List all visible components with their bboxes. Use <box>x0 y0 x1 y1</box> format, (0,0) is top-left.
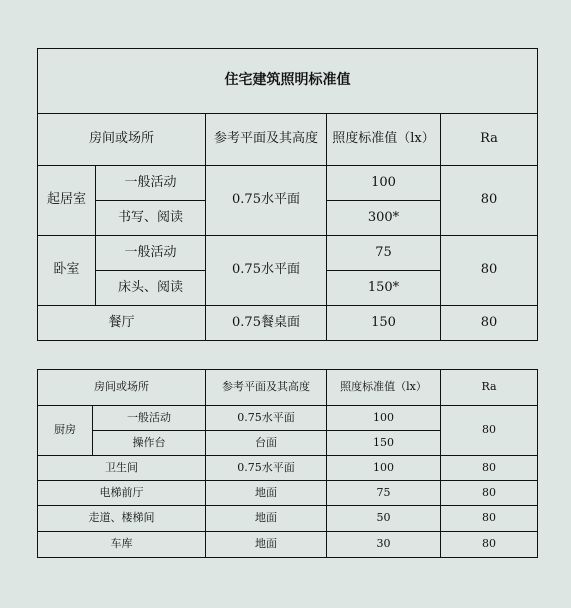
ra-cell: 80 <box>441 406 538 456</box>
plane-cell: 0.75餐桌面 <box>206 306 327 341</box>
residential-lighting-table <box>37 48 538 341</box>
header-plane: 参考平面及其高度 <box>206 370 327 406</box>
plane-cell: 地面 <box>206 481 327 506</box>
ra-cell: 80 <box>441 306 538 341</box>
header-lux: 照度标准值（lx） <box>327 114 441 166</box>
header-room: 房间或场所 <box>38 370 206 406</box>
plane-cell: 0.75水平面 <box>206 456 327 481</box>
lux-cell: 50 <box>327 506 441 532</box>
lux-cell: 100 <box>327 456 441 481</box>
header-lux: 照度标准值（lx） <box>327 370 441 406</box>
ra-cell: 80 <box>441 532 538 558</box>
room-cell: 餐厅 <box>38 306 206 341</box>
lux-cell: 100 <box>327 166 441 201</box>
table-title: 住宅建筑照明标准值 <box>38 49 538 114</box>
room-cell: 卫生间 <box>38 456 206 481</box>
plane-cell: 台面 <box>206 431 327 456</box>
ra-cell: 80 <box>441 236 538 306</box>
activity-cell: 一般活动 <box>96 236 206 271</box>
header-room: 房间或场所 <box>38 114 206 166</box>
room-cell: 厨房 <box>38 406 93 456</box>
lux-cell: 150* <box>327 271 441 306</box>
room-cell: 走道、楼梯间 <box>38 506 206 532</box>
plane-cell: 0.75水平面 <box>206 236 327 306</box>
lux-cell: 300* <box>327 201 441 236</box>
room-cell: 起居室 <box>38 166 96 236</box>
plane-cell: 地面 <box>206 532 327 558</box>
lux-cell: 150 <box>327 306 441 341</box>
public-area-lighting-table <box>37 369 538 558</box>
lux-cell: 75 <box>327 236 441 271</box>
room-cell: 电梯前厅 <box>38 481 206 506</box>
lux-cell: 100 <box>327 406 441 431</box>
header-plane: 参考平面及其高度 <box>206 114 327 166</box>
lux-cell: 30 <box>327 532 441 558</box>
lux-cell: 150 <box>327 431 441 456</box>
plane-cell: 地面 <box>206 506 327 532</box>
activity-cell: 床头、阅读 <box>96 271 206 306</box>
activity-cell: 操作台 <box>93 431 206 456</box>
ra-cell: 80 <box>441 166 538 236</box>
ra-cell: 80 <box>441 481 538 506</box>
activity-cell: 书写、阅读 <box>96 201 206 236</box>
room-cell: 车库 <box>38 532 206 558</box>
header-ra: Ra <box>441 370 538 406</box>
activity-cell: 一般活动 <box>96 166 206 201</box>
ra-cell: 80 <box>441 506 538 532</box>
plane-cell: 0.75水平面 <box>206 166 327 236</box>
header-ra: Ra <box>441 114 538 166</box>
lux-cell: 75 <box>327 481 441 506</box>
plane-cell: 0.75水平面 <box>206 406 327 431</box>
activity-cell: 一般活动 <box>93 406 206 431</box>
room-cell: 卧室 <box>38 236 96 306</box>
ra-cell: 80 <box>441 456 538 481</box>
